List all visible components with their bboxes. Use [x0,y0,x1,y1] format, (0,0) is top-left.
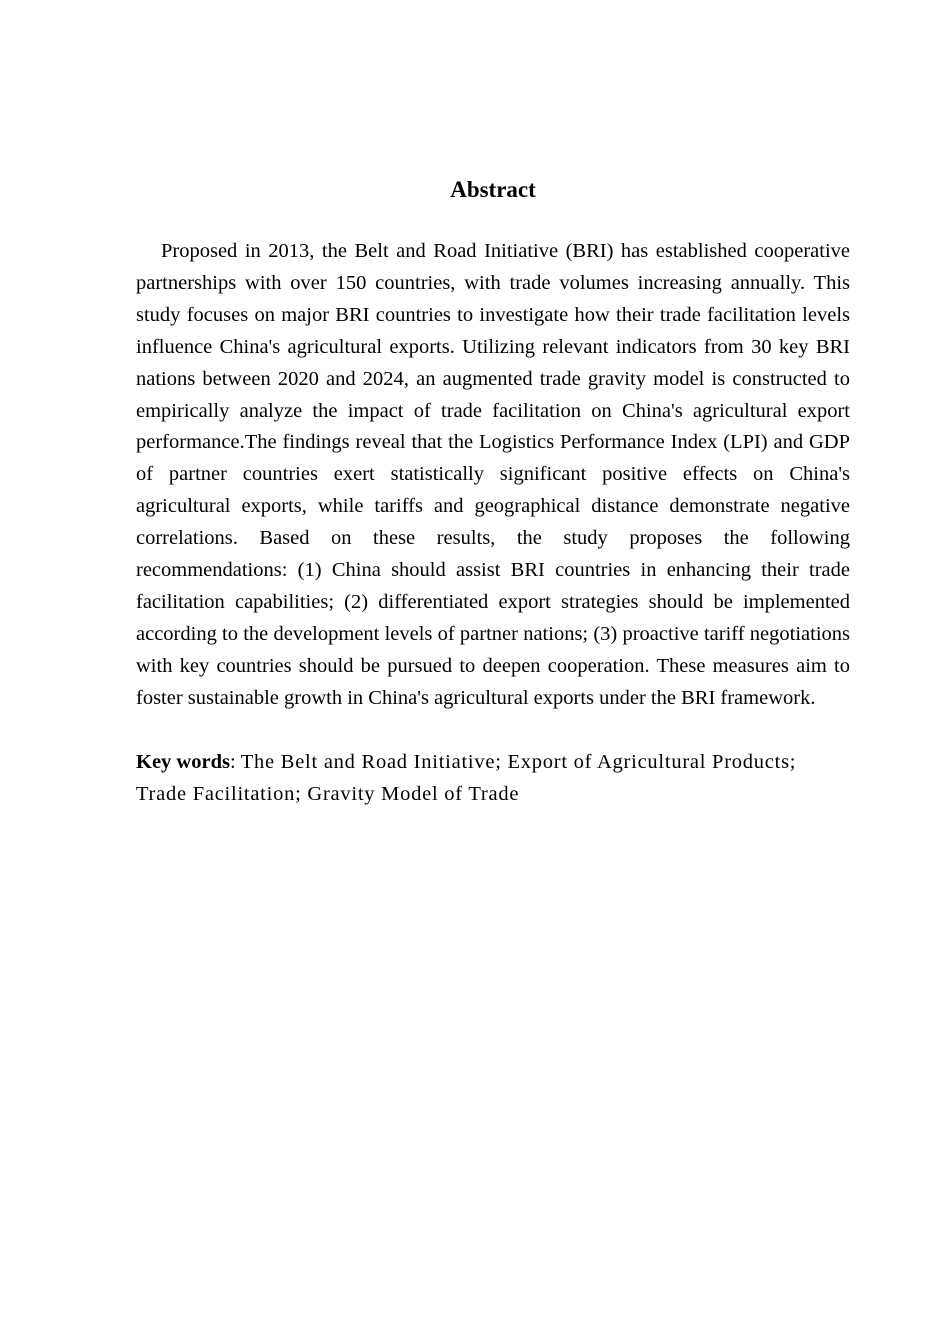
abstract-body: Proposed in 2013, the Belt and Road Initiative (BRI) has established cooperative partnerships with over 150 countries, with trade volumes increasing annually. This study focuses on major BRI countries to investigate how their trade facilitation levels influence China's agricultural exports. Utilizing relevant indicators from 30 key BRI nations between 2020 and 2024, an augmented trade gravity model is constructed to empirically analyze the impact of trade facilitation on China's agricultural export performance.The findings reveal that the Logistics Performance Index (LPI) and GDP of partner countries exert statistically significant positive effects on China's agricultural exports, while tariffs and geographical distance demonstrate negative correlations. Based on these results, the study proposes the following recommendations: (1) China should assist BRI countries in enhancing their trade facilitation capabilities; (2) differentiated export strategies should be implemented according to the development levels of partner nations; (3) proactive tariff negotiations with key countries should be pursued to deepen cooperation. These measures aim to foster sustainable growth in China's agricultural exports under the BRI framework. [136,240,850,709]
document-page [136,172,850,810]
keywords-separator: : [229,750,241,773]
keywords-label: Key words [136,750,230,773]
keywords-text: The Belt and Road Initiative; Export of Agricultural Products; Trade Facilitation; Gravity Model of Trade [136,750,797,805]
abstract-title: Abstract [450,177,536,202]
keywords-paragraph [136,747,850,811]
